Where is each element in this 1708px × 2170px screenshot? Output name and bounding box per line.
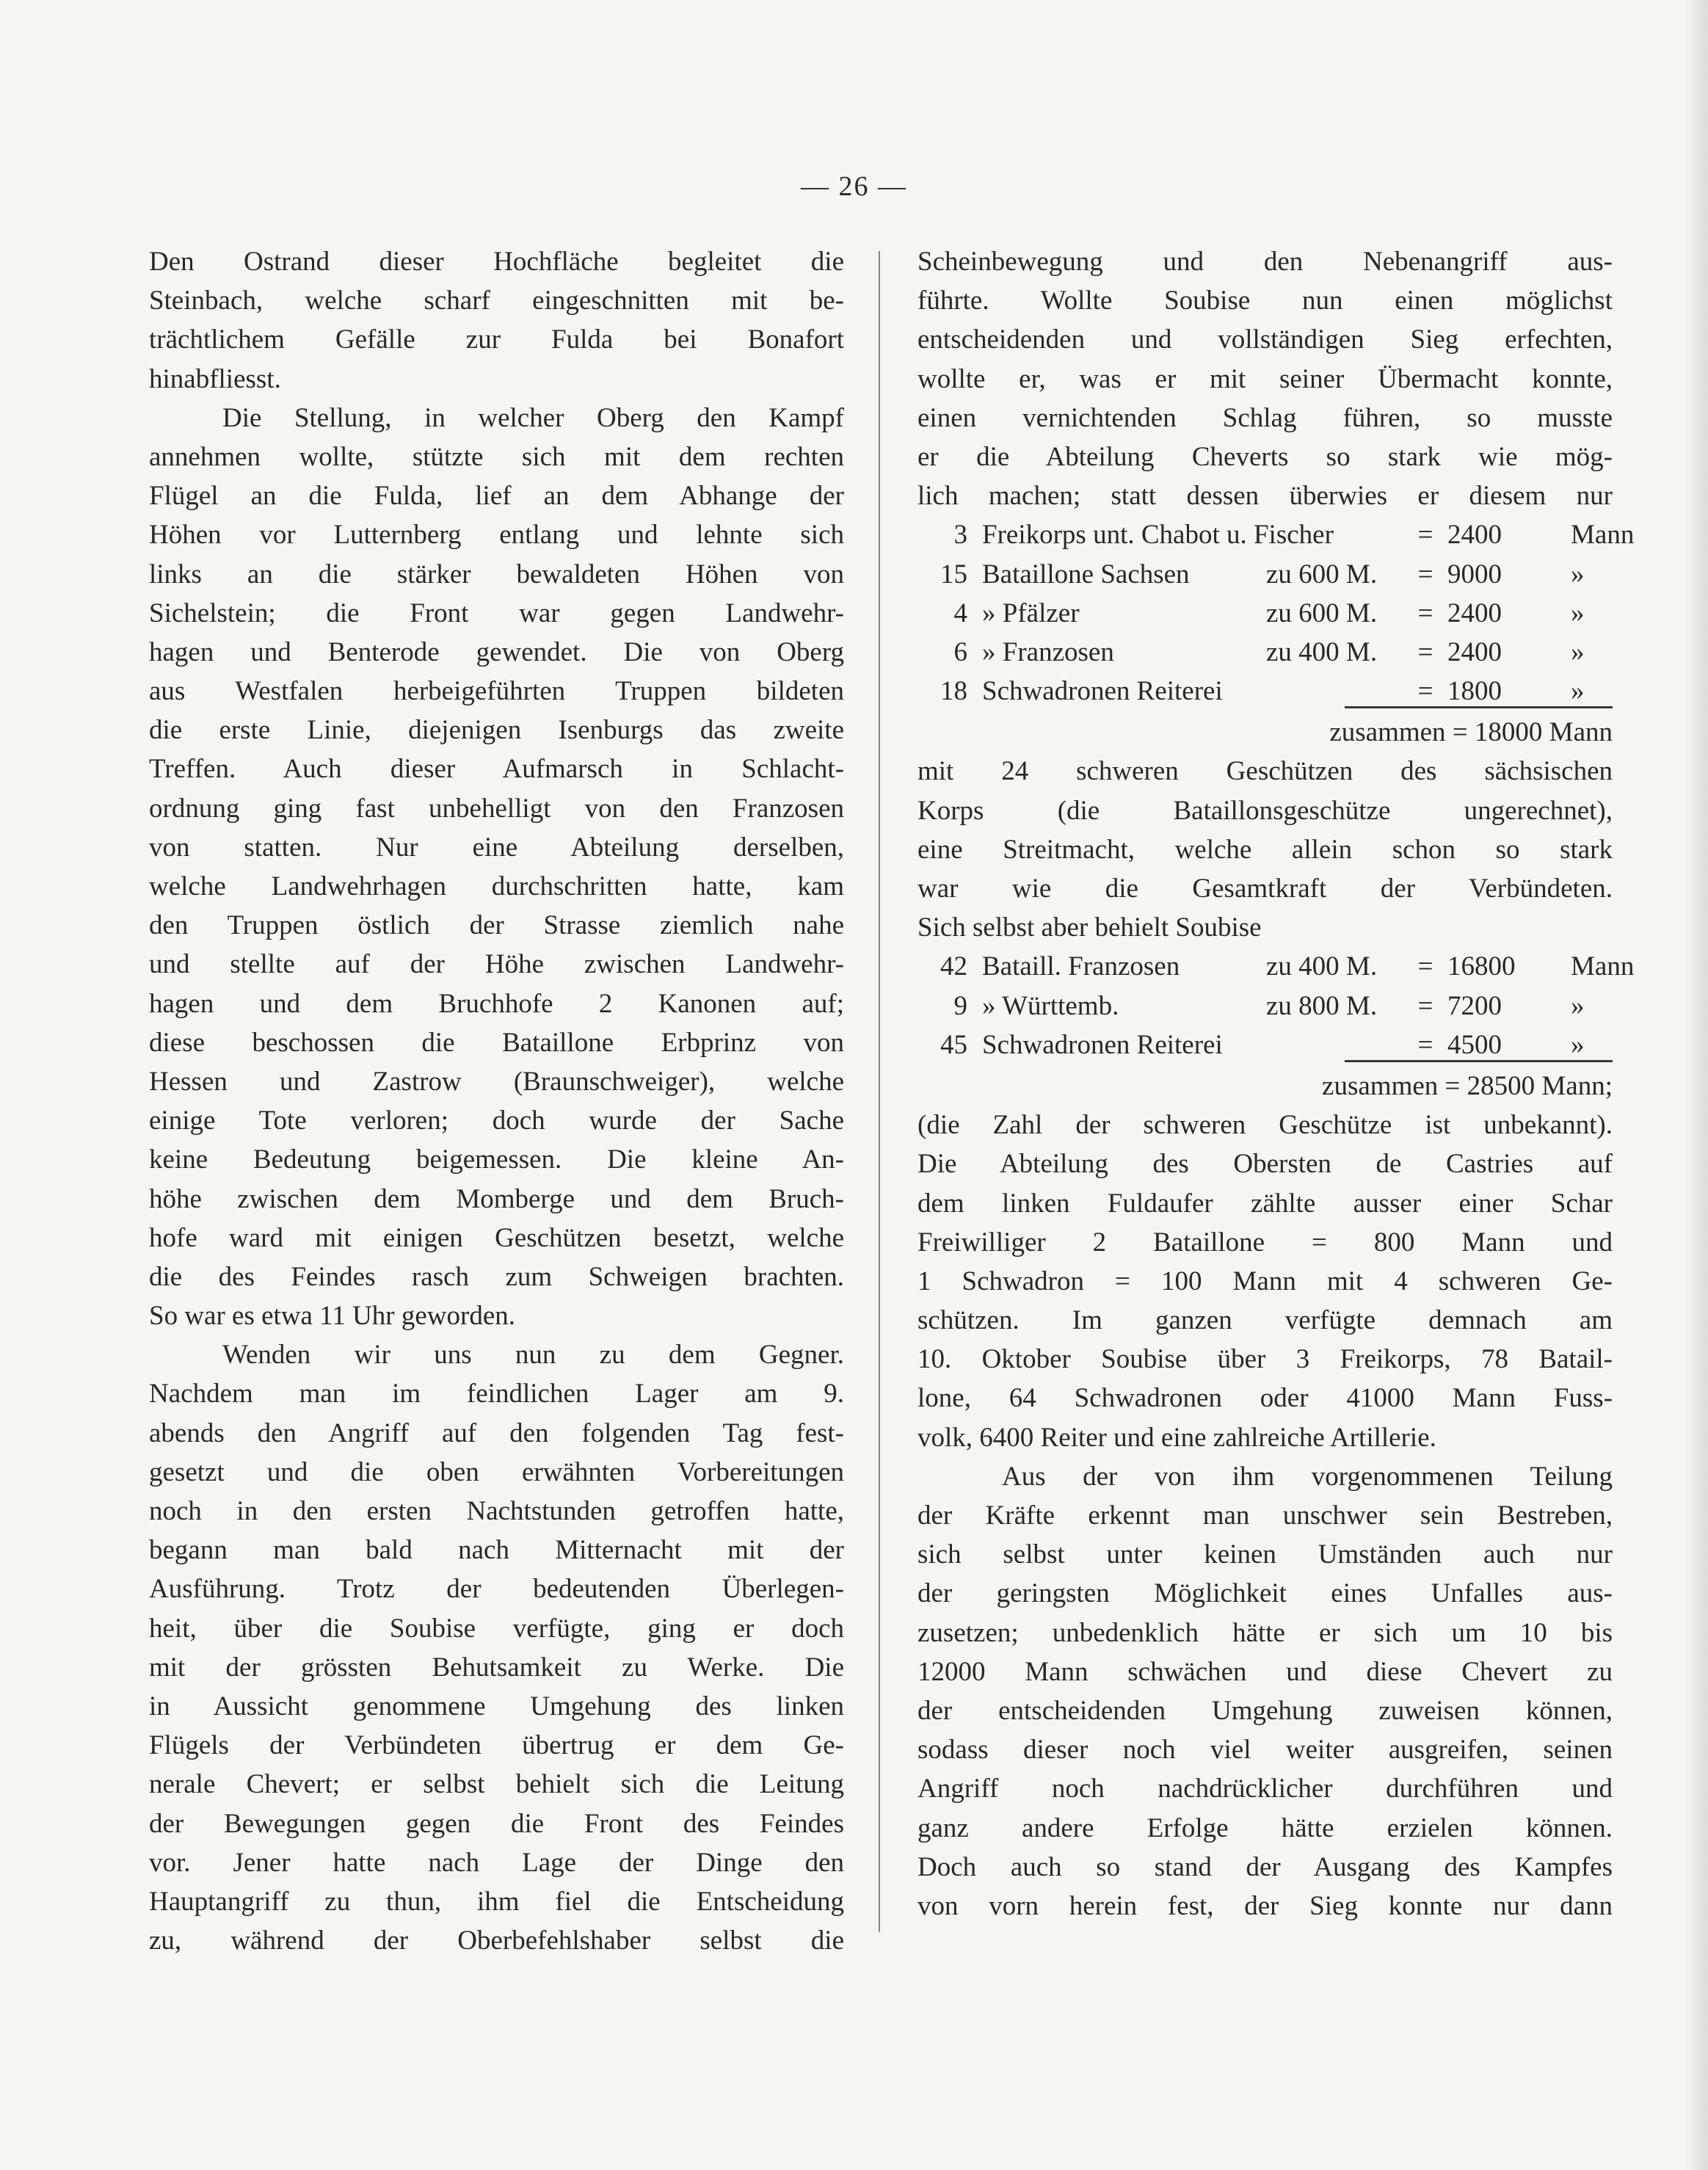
force-row bbox=[917, 1026, 1613, 1064]
text-line: in Aussicht genommene Umgehung des linken bbox=[149, 1691, 844, 1721]
text-line: hofe ward mit einigen Geschützen besetzt, welche bbox=[149, 1222, 844, 1253]
text-line: der entscheidenden Umgehung zuweisen können, bbox=[917, 1695, 1613, 1726]
text-line: dem linken Fuldaufer zählte ausser einer Schar bbox=[917, 1188, 1613, 1219]
text-line: hagen und dem Bruchhofe 2 Kanonen auf; bbox=[149, 988, 844, 1019]
unit-rate: zu 600 M. bbox=[1266, 559, 1378, 589]
text-line: Steinbach, welche scharf eingeschnitten mit be- bbox=[149, 286, 844, 316]
force-row bbox=[917, 515, 1635, 554]
text-line: nerale Chevert; er selbst behielt sich die Leitung bbox=[149, 1769, 844, 1800]
unit-label: Bataillone Sachsen bbox=[982, 559, 1190, 589]
text-line: Aus der von ihm vorgenommenen Teilung bbox=[1002, 1461, 1613, 1492]
unit-count: 15 bbox=[940, 559, 967, 589]
force-table-soubise bbox=[917, 947, 1635, 1064]
text-line: Wenden wir uns nun zu dem Gegner. bbox=[222, 1340, 844, 1371]
text-line: und stellte auf der Höhe zwischen Landwehr- bbox=[149, 949, 844, 980]
equals-sign: = bbox=[1417, 1029, 1433, 1060]
force-row bbox=[917, 672, 1613, 711]
sum-rule bbox=[1345, 1060, 1613, 1062]
text-line: ordnung ging fast unbehelligt von den Franzosen bbox=[149, 793, 844, 824]
text-line: Die Stellung, in welcher Oberg den Kampf bbox=[222, 402, 844, 433]
force-row bbox=[917, 633, 1613, 672]
unit-count: 6 bbox=[953, 636, 967, 667]
text-line: Flügel an die Fulda, lief an dem Abhange der bbox=[149, 481, 844, 512]
text-line: 1 Schwadron = 100 Mann mit 4 schweren Ge- bbox=[917, 1266, 1613, 1296]
unit-count: 42 bbox=[940, 951, 967, 982]
left-column bbox=[149, 242, 844, 1960]
unit-total: 7200 bbox=[1447, 990, 1502, 1021]
unit-total: 2400 bbox=[1447, 520, 1502, 551]
text-line: gesetzt und die oben erwähnten Vorbereitungen bbox=[149, 1456, 844, 1487]
unit-suffix: » bbox=[1571, 990, 1585, 1021]
equals-sign: = bbox=[1417, 676, 1433, 707]
force-row bbox=[917, 947, 1635, 986]
text-line: Sich selbst aber behielt Soubise bbox=[917, 912, 1262, 943]
text-line: heit, über die Soubise verfügte, ging er doch bbox=[149, 1613, 844, 1644]
unit-suffix: » bbox=[1571, 559, 1585, 589]
text-line: trächtlichem Gefälle zur Fulda bei Bonafort bbox=[149, 324, 844, 355]
unit-count: 9 bbox=[953, 990, 967, 1021]
text-line: hinabfliesst. bbox=[149, 363, 281, 394]
unit-label: Schwadronen Reiterei bbox=[982, 676, 1223, 707]
text-line: Hauptangriff zu thun, ihm fiel die Entscheidung bbox=[149, 1886, 844, 1917]
text-line: die des Feindes rasch zum Schweigen brachten. bbox=[149, 1261, 844, 1292]
text-line: war wie die Gesamtkraft der Verbündeten. bbox=[917, 874, 1613, 904]
text-line: lich machen; statt dessen überwies er diesem nur bbox=[917, 481, 1613, 512]
page-number: — 26 — bbox=[801, 171, 907, 202]
text-line: sodass dieser noch viel weiter ausgreifen, seinen bbox=[917, 1735, 1613, 1766]
text-line: 10. Oktober Soubise über 3 Freikorps, 78 Batail- bbox=[917, 1344, 1613, 1375]
text-line: diese beschossen die Bataillone Erbprinz von bbox=[149, 1027, 844, 1058]
unit-label: Freikorps unt. Chabot u. Fischer bbox=[982, 520, 1334, 551]
text-line: Scheinbewegung und den Nebenangriff aus- bbox=[917, 247, 1613, 277]
text-line: welche Landwehrhagen durchschritten hatte, kam bbox=[149, 871, 844, 901]
text-line: 12000 Mann schwächen und diese Chevert zu bbox=[917, 1656, 1613, 1687]
unit-total: 2400 bbox=[1447, 598, 1502, 628]
text-line: entscheidenden und vollständigen Sieg erfechten, bbox=[917, 324, 1613, 355]
text-line: führte. Wollte Soubise nun einen möglichst bbox=[917, 286, 1613, 316]
text-line: Die Abteilung des Obersten de Castries auf bbox=[917, 1149, 1613, 1180]
text-line: Freiwilliger 2 Bataillone = 800 Mann und bbox=[917, 1227, 1613, 1258]
unit-total: 9000 bbox=[1447, 559, 1502, 589]
text-line: den Truppen östlich der Strasse ziemlich nahe bbox=[149, 910, 844, 941]
text-line: ganz andere Erfolge hätte erzielen können. bbox=[917, 1812, 1613, 1843]
unit-total: 2400 bbox=[1447, 636, 1502, 667]
force-table-sum: zusammen = 28500 Mann; bbox=[1322, 1070, 1613, 1101]
unit-count: 45 bbox=[940, 1029, 967, 1060]
unit-rate: zu 400 M. bbox=[1266, 636, 1378, 667]
equals-sign: = bbox=[1417, 598, 1433, 628]
force-row bbox=[917, 555, 1613, 594]
text-line: die erste Linie, diejenigen Isenburgs das zweite bbox=[149, 715, 844, 746]
unit-count: 4 bbox=[953, 598, 967, 628]
text-line: Höhen vor Lutternberg entlang und lehnte sich bbox=[149, 520, 844, 551]
text-line: Sichelstein; die Front war gegen Landwehr- bbox=[149, 598, 844, 628]
force-row bbox=[917, 987, 1613, 1026]
text-line: einige Tote verloren; doch wurde der Sache bbox=[149, 1106, 844, 1136]
force-row bbox=[917, 594, 1613, 633]
unit-total: 16800 bbox=[1447, 951, 1516, 982]
unit-suffix: » bbox=[1571, 598, 1585, 628]
unit-suffix: Mann bbox=[1571, 951, 1635, 982]
text-line: begann man bald nach Mitternacht mit der bbox=[149, 1535, 844, 1566]
right-column-body bbox=[917, 1106, 1613, 1926]
text-line: mit der grössten Behutsamkeit zu Werke. Die bbox=[149, 1652, 844, 1683]
sum-rule bbox=[1345, 706, 1613, 708]
unit-label: » Württemb. bbox=[982, 990, 1119, 1021]
text-line: lone, 64 Schwadronen oder 41000 Mann Fuss- bbox=[917, 1383, 1613, 1414]
text-line: der geringsten Möglichkeit eines Unfalles aus- bbox=[917, 1578, 1613, 1609]
unit-rate: zu 400 M. bbox=[1266, 951, 1378, 982]
text-line: vor. Jener hatte nach Lage der Dinge den bbox=[149, 1847, 844, 1878]
text-line: abends den Angriff auf den folgenden Tag fest- bbox=[149, 1418, 844, 1448]
text-line: sich selbst unter keinen Umständen auch nur bbox=[917, 1539, 1613, 1570]
equals-sign: = bbox=[1417, 559, 1433, 589]
page-edge-shadow bbox=[1686, 0, 1708, 2170]
unit-label: Bataill. Franzosen bbox=[982, 951, 1180, 982]
force-table-chevert bbox=[917, 515, 1635, 711]
text-line: annehmen wollte, stützte sich mit dem rechten bbox=[149, 441, 844, 472]
right-column-middle bbox=[917, 752, 1613, 947]
text-line: Angriff noch nachdrücklicher durchführen und bbox=[917, 1774, 1613, 1804]
unit-count: 18 bbox=[940, 676, 967, 707]
text-line: aus Westfalen herbeigeführten Truppen bildeten bbox=[149, 676, 844, 707]
text-line: Korps (die Bataillonsgeschütze ungerechnet), bbox=[917, 795, 1613, 826]
text-line: der Bewegungen gegen die Front des Feindes bbox=[149, 1808, 844, 1839]
force-table-sum: zusammen = 18000 Mann bbox=[1329, 717, 1613, 748]
equals-sign: = bbox=[1417, 990, 1433, 1021]
text-line: wollte er, was er mit seiner Übermacht konnte, bbox=[917, 363, 1613, 394]
text-line: noch in den ersten Nachtstunden getroffen hatte, bbox=[149, 1496, 844, 1526]
unit-total: 1800 bbox=[1447, 676, 1502, 707]
text-line: Hessen und Zastrow (Braunschweiger), welche bbox=[149, 1066, 844, 1097]
unit-label: » Pfälzer bbox=[982, 598, 1080, 628]
text-line: von statten. Nur eine Abteilung derselben, bbox=[149, 832, 844, 863]
unit-suffix: » bbox=[1571, 636, 1585, 667]
unit-label: Schwadronen Reiterei bbox=[982, 1029, 1223, 1060]
unit-count: 3 bbox=[953, 520, 967, 551]
unit-suffix: Mann bbox=[1571, 520, 1635, 551]
unit-suffix: » bbox=[1571, 1029, 1585, 1060]
text-line: volk, 6400 Reiter und eine zahlreiche Artillerie. bbox=[917, 1422, 1436, 1453]
text-line: Treffen. Auch dieser Aufmarsch in Schlacht- bbox=[149, 754, 844, 785]
text-line: keine Bedeutung beigemessen. Die kleine An- bbox=[149, 1144, 844, 1175]
text-line: einen vernichtenden Schlag führen, so musste bbox=[917, 402, 1613, 433]
text-line: Ausführung. Trotz der bedeutenden Überlegen- bbox=[149, 1574, 844, 1605]
text-line: links an die stärker bewaldeten Höhen von bbox=[149, 559, 844, 589]
text-line: Den Ostrand dieser Hochfläche begleitet die bbox=[149, 247, 844, 277]
text-line: zusetzen; unbedenklich hätte er sich um 10 bis bbox=[917, 1617, 1613, 1648]
unit-suffix: » bbox=[1571, 676, 1585, 707]
text-line: von vorn herein fest, der Sieg konnte nur dann bbox=[917, 1890, 1613, 1921]
right-column bbox=[917, 242, 1635, 1926]
text-line: hagen und Benterode gewendet. Die von Oberg bbox=[149, 636, 844, 667]
text-line: (die Zahl der schweren Geschütze ist unbekannt). bbox=[917, 1110, 1613, 1141]
text-line: mit 24 schweren Geschützen des sächsischen bbox=[917, 756, 1613, 787]
text-line: zu, während der Oberbefehlshaber selbst die bbox=[149, 1926, 844, 1956]
unit-label: » Franzosen bbox=[982, 636, 1114, 667]
text-line: schützen. Im ganzen verfügte demnach am bbox=[917, 1305, 1613, 1336]
text-line: er die Abteilung Cheverts so stark wie mög- bbox=[917, 441, 1613, 472]
text-line: So war es etwa 11 Uhr geworden. bbox=[149, 1301, 516, 1332]
unit-total: 4500 bbox=[1447, 1029, 1502, 1060]
equals-sign: = bbox=[1417, 636, 1433, 667]
text-line: Flügels der Verbündeten übertrug er dem Ge- bbox=[149, 1730, 844, 1761]
text-line: der Kräfte erkennt man unschwer sein Bestreben, bbox=[917, 1501, 1613, 1531]
text-line: höhe zwischen dem Momberge und dem Bruch- bbox=[149, 1183, 844, 1214]
column-divider bbox=[879, 251, 880, 1932]
equals-sign: = bbox=[1417, 520, 1433, 551]
equals-sign: = bbox=[1417, 951, 1433, 982]
unit-rate: zu 800 M. bbox=[1266, 990, 1378, 1021]
text-line: eine Streitmacht, welche allein schon so stark bbox=[917, 834, 1613, 865]
text-line: Nachdem man im feindlichen Lager am 9. bbox=[149, 1379, 844, 1409]
text-line: Doch auch so stand der Ausgang des Kampfes bbox=[917, 1851, 1613, 1882]
right-column-intro bbox=[917, 242, 1613, 515]
unit-rate: zu 600 M. bbox=[1266, 598, 1378, 628]
